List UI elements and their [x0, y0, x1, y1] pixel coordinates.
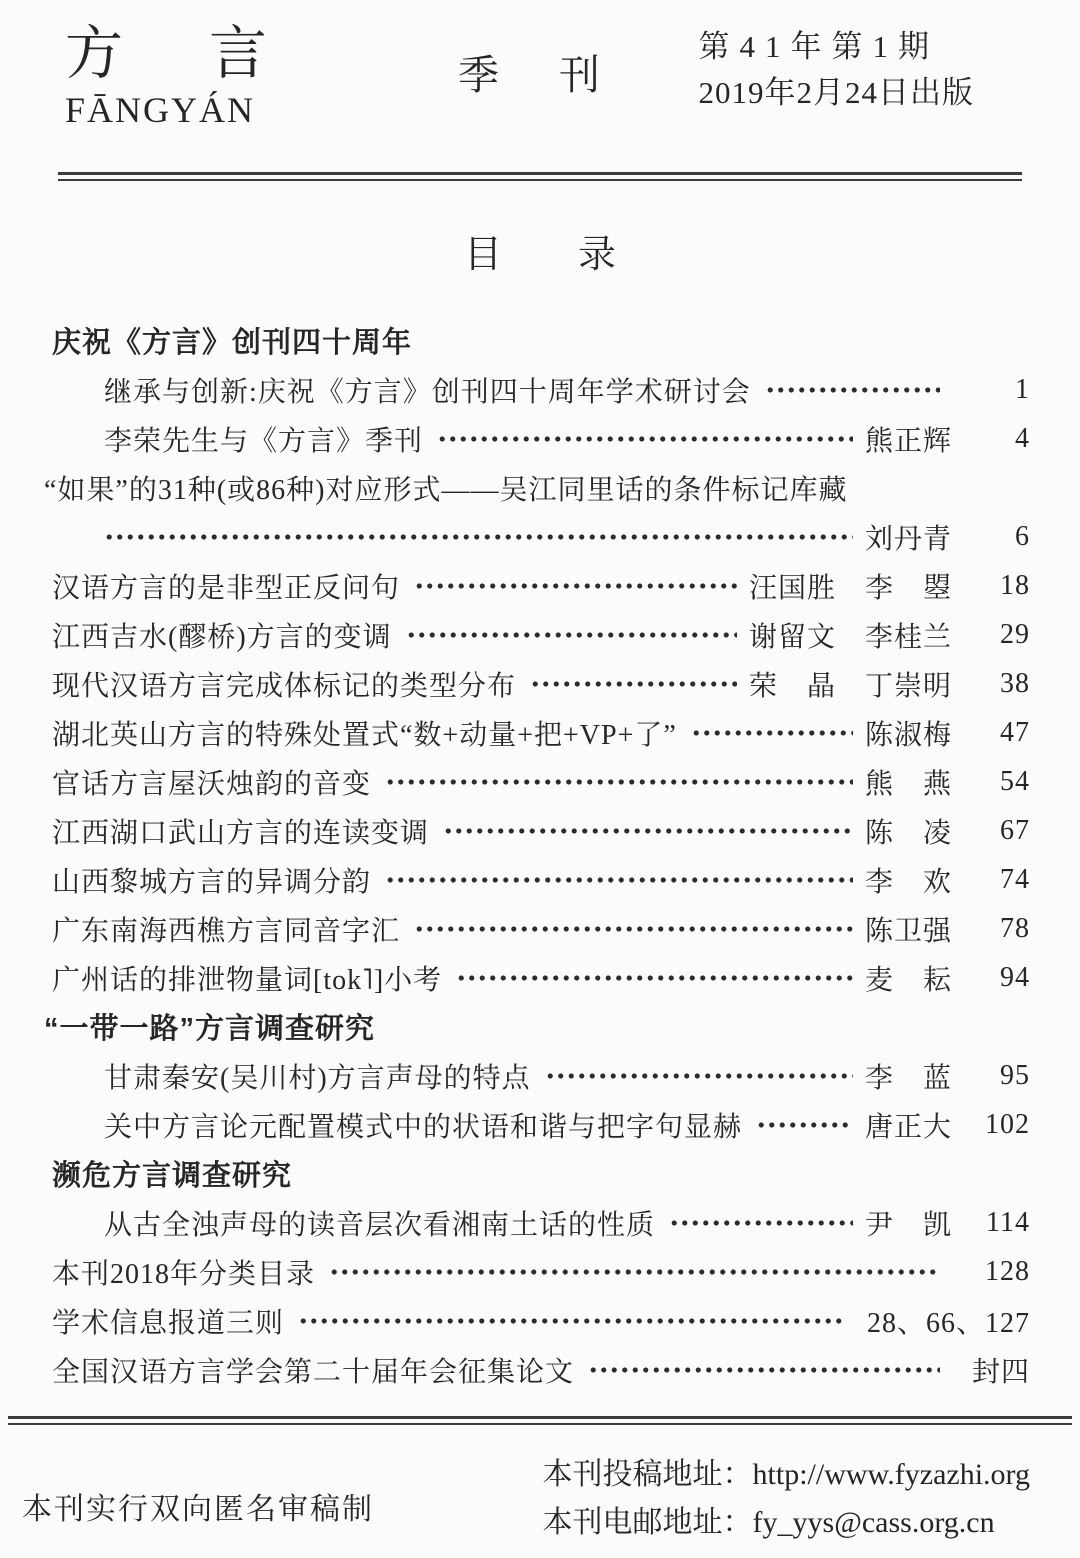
- toc-entry: [52, 659, 1030, 708]
- header-divider: [58, 172, 1022, 181]
- dot-leader: [545, 1051, 853, 1100]
- journal-title: 方言: [65, 21, 354, 86]
- toc-entry: [52, 708, 1030, 757]
- entry-page: 4: [1015, 422, 1030, 454]
- dot-leader: [530, 659, 737, 708]
- entry-page: 29: [1000, 618, 1030, 650]
- dot-leader: [329, 1247, 940, 1296]
- footer-divider: [8, 1416, 1072, 1425]
- entry-page: 1: [1015, 373, 1030, 405]
- entry-title: 官话方言屋沃烛韵的音变: [52, 768, 372, 800]
- entry-authors: 李 蓝: [864, 1062, 952, 1094]
- entry-page: 47: [1000, 716, 1030, 748]
- entry-page: 78: [1000, 912, 1030, 944]
- entry-title: 甘肃秦安(吴川村)方言声母的特点: [104, 1062, 531, 1094]
- submission-address-label: 本刊投稿地址：: [542, 1458, 753, 1491]
- entry-page: 54: [1000, 765, 1030, 797]
- toc-entry-title-line: [44, 463, 1030, 512]
- entry-authors: 陈淑梅: [864, 719, 952, 751]
- entry-page: 28、66、127: [866, 1307, 1030, 1339]
- dot-leader: [385, 855, 853, 904]
- toc-entry-continuation: [52, 512, 1030, 561]
- journal-header: [50, 0, 1030, 172]
- dot-leader: [443, 806, 853, 855]
- entry-authors: 刘丹青: [864, 523, 952, 555]
- email-address: fy_yys@cass.org.cn: [752, 1506, 995, 1539]
- entry-title: 全国汉语方言学会第二十届年会征集论文: [52, 1356, 575, 1388]
- entry-authors: 李 欢: [864, 866, 952, 898]
- entry-authors: 熊 燕: [864, 768, 952, 800]
- journal-title-pinyin: FĀNGYÁN: [65, 90, 256, 130]
- entry-title: 湖北英山方言的特殊处置式“数+动量+把+VP+了”: [52, 719, 677, 751]
- entry-title: 江西湖口武山方言的连读变调: [52, 817, 430, 849]
- dot-leader: [414, 904, 853, 953]
- entry-authors: 唐正大: [864, 1111, 952, 1143]
- entry-page: 18: [1000, 569, 1030, 601]
- entry-title: 山西黎城方言的异调分韵: [52, 866, 372, 898]
- dot-leader: [691, 708, 853, 757]
- entry-page: 102: [985, 1108, 1030, 1140]
- entry-title: 广东南海西樵方言同音字汇: [52, 915, 401, 947]
- toc-entry: [52, 953, 1030, 1002]
- page-footer: [0, 1425, 1080, 1547]
- toc-entry: [52, 806, 1030, 855]
- dot-leader: [437, 414, 853, 463]
- toc-entry: [52, 561, 1030, 610]
- entry-authors: 陈卫强: [864, 915, 952, 947]
- entry-authors: 熊正辉: [864, 425, 952, 457]
- entry-title: “如果”的31种(或86种)对应形式——吴江同里话的条件标记库藏: [44, 474, 848, 506]
- email-address-line: [543, 1499, 1030, 1547]
- toc-entry: [52, 904, 1030, 953]
- submission-address-line: [543, 1451, 1030, 1499]
- entry-page: 128: [985, 1255, 1030, 1287]
- entry-title: 本刊2018年分类目录: [52, 1258, 316, 1290]
- toc-entry: [52, 1247, 1030, 1296]
- toc-entry: [52, 1198, 1030, 1247]
- toc-heading: 目录: [463, 234, 692, 276]
- entry-authors: 汪国胜 李 曌: [748, 572, 952, 604]
- toc-entry: [52, 414, 1030, 463]
- toc-entry: [52, 1051, 1030, 1100]
- toc-entry: [52, 1100, 1030, 1149]
- submission-url: http://www.fyzazhi.org: [752, 1458, 1030, 1491]
- entry-authors: 尹 凯: [864, 1209, 952, 1241]
- review-policy-note: 本刊实行双向匿名审稿制: [22, 1493, 374, 1526]
- toc-entry: [52, 855, 1030, 904]
- section-title: 濒危方言调查研究: [52, 1160, 293, 1192]
- entry-authors: 谢留文 李桂兰: [748, 621, 952, 653]
- entry-authors: 荣 晶 丁崇明: [748, 670, 952, 702]
- issue-info: [699, 24, 975, 116]
- toc-section-header: [44, 1002, 1030, 1051]
- dot-leader: [385, 757, 853, 806]
- toc-list: [44, 316, 1030, 1394]
- entry-title: 江西吉水(醪桥)方言的变调: [52, 621, 392, 653]
- entry-page: 封四: [971, 1356, 1030, 1388]
- dot-leader: [756, 1100, 853, 1149]
- entry-page: 95: [1000, 1059, 1030, 1091]
- section-title: 庆祝《方言》创刊四十周年: [52, 327, 413, 359]
- dot-leader: [669, 1198, 853, 1247]
- entry-page: 74: [1000, 863, 1030, 895]
- publish-date: 2019年2月24日出版: [698, 75, 974, 110]
- dot-leader: [414, 561, 737, 610]
- entry-page: 114: [986, 1206, 1030, 1238]
- toc-entry: [52, 610, 1030, 659]
- section-title: “一带一路”方言调查研究: [44, 1013, 376, 1045]
- entry-page: 6: [1015, 520, 1030, 552]
- journal-brand: [65, 22, 353, 132]
- email-address-label: 本刊电邮地址：: [542, 1506, 753, 1539]
- entry-title: 广州话的排泄物量词[tok˥]小考: [52, 964, 443, 996]
- entry-title: 李荣先生与《方言》季刊: [104, 425, 424, 457]
- toc-entry: [52, 1296, 1030, 1345]
- entry-title: 继承与创新:庆祝《方言》创刊四十周年学术研讨会: [104, 376, 751, 408]
- entry-title: 汉语方言的是非型正反问句: [52, 572, 401, 604]
- journal-frequency: 季刊: [458, 52, 660, 98]
- entry-title: 关中方言论元配置模式中的状语和谐与把字句显赫: [104, 1111, 743, 1143]
- entry-page: 38: [1000, 667, 1030, 699]
- dot-leader: [765, 365, 940, 414]
- dot-leader: [406, 610, 737, 659]
- issue-number: 第41年第1期: [698, 29, 939, 64]
- dot-leader: [456, 953, 853, 1002]
- entry-title: 现代汉语方言完成体标记的类型分布: [52, 670, 517, 702]
- toc-entry: [52, 365, 1030, 414]
- toc-entry: [52, 1345, 1030, 1394]
- toc-entry: [52, 757, 1030, 806]
- dot-leader: [298, 1296, 845, 1345]
- entry-title: 从古全浊声母的读音层次看湘南土话的性质: [104, 1209, 656, 1241]
- entry-title: 学术信息报道三则: [52, 1307, 285, 1339]
- toc-section-header: [52, 1149, 1030, 1198]
- toc-section-header: [52, 316, 1030, 365]
- dot-leader: [104, 512, 853, 561]
- entry-authors: 麦 耘: [864, 964, 952, 996]
- entry-page: 94: [1000, 961, 1030, 993]
- entry-authors: 陈 凌: [864, 817, 952, 849]
- contact-info: [543, 1451, 1030, 1547]
- dot-leader: [588, 1345, 940, 1394]
- entry-page: 67: [1000, 814, 1030, 846]
